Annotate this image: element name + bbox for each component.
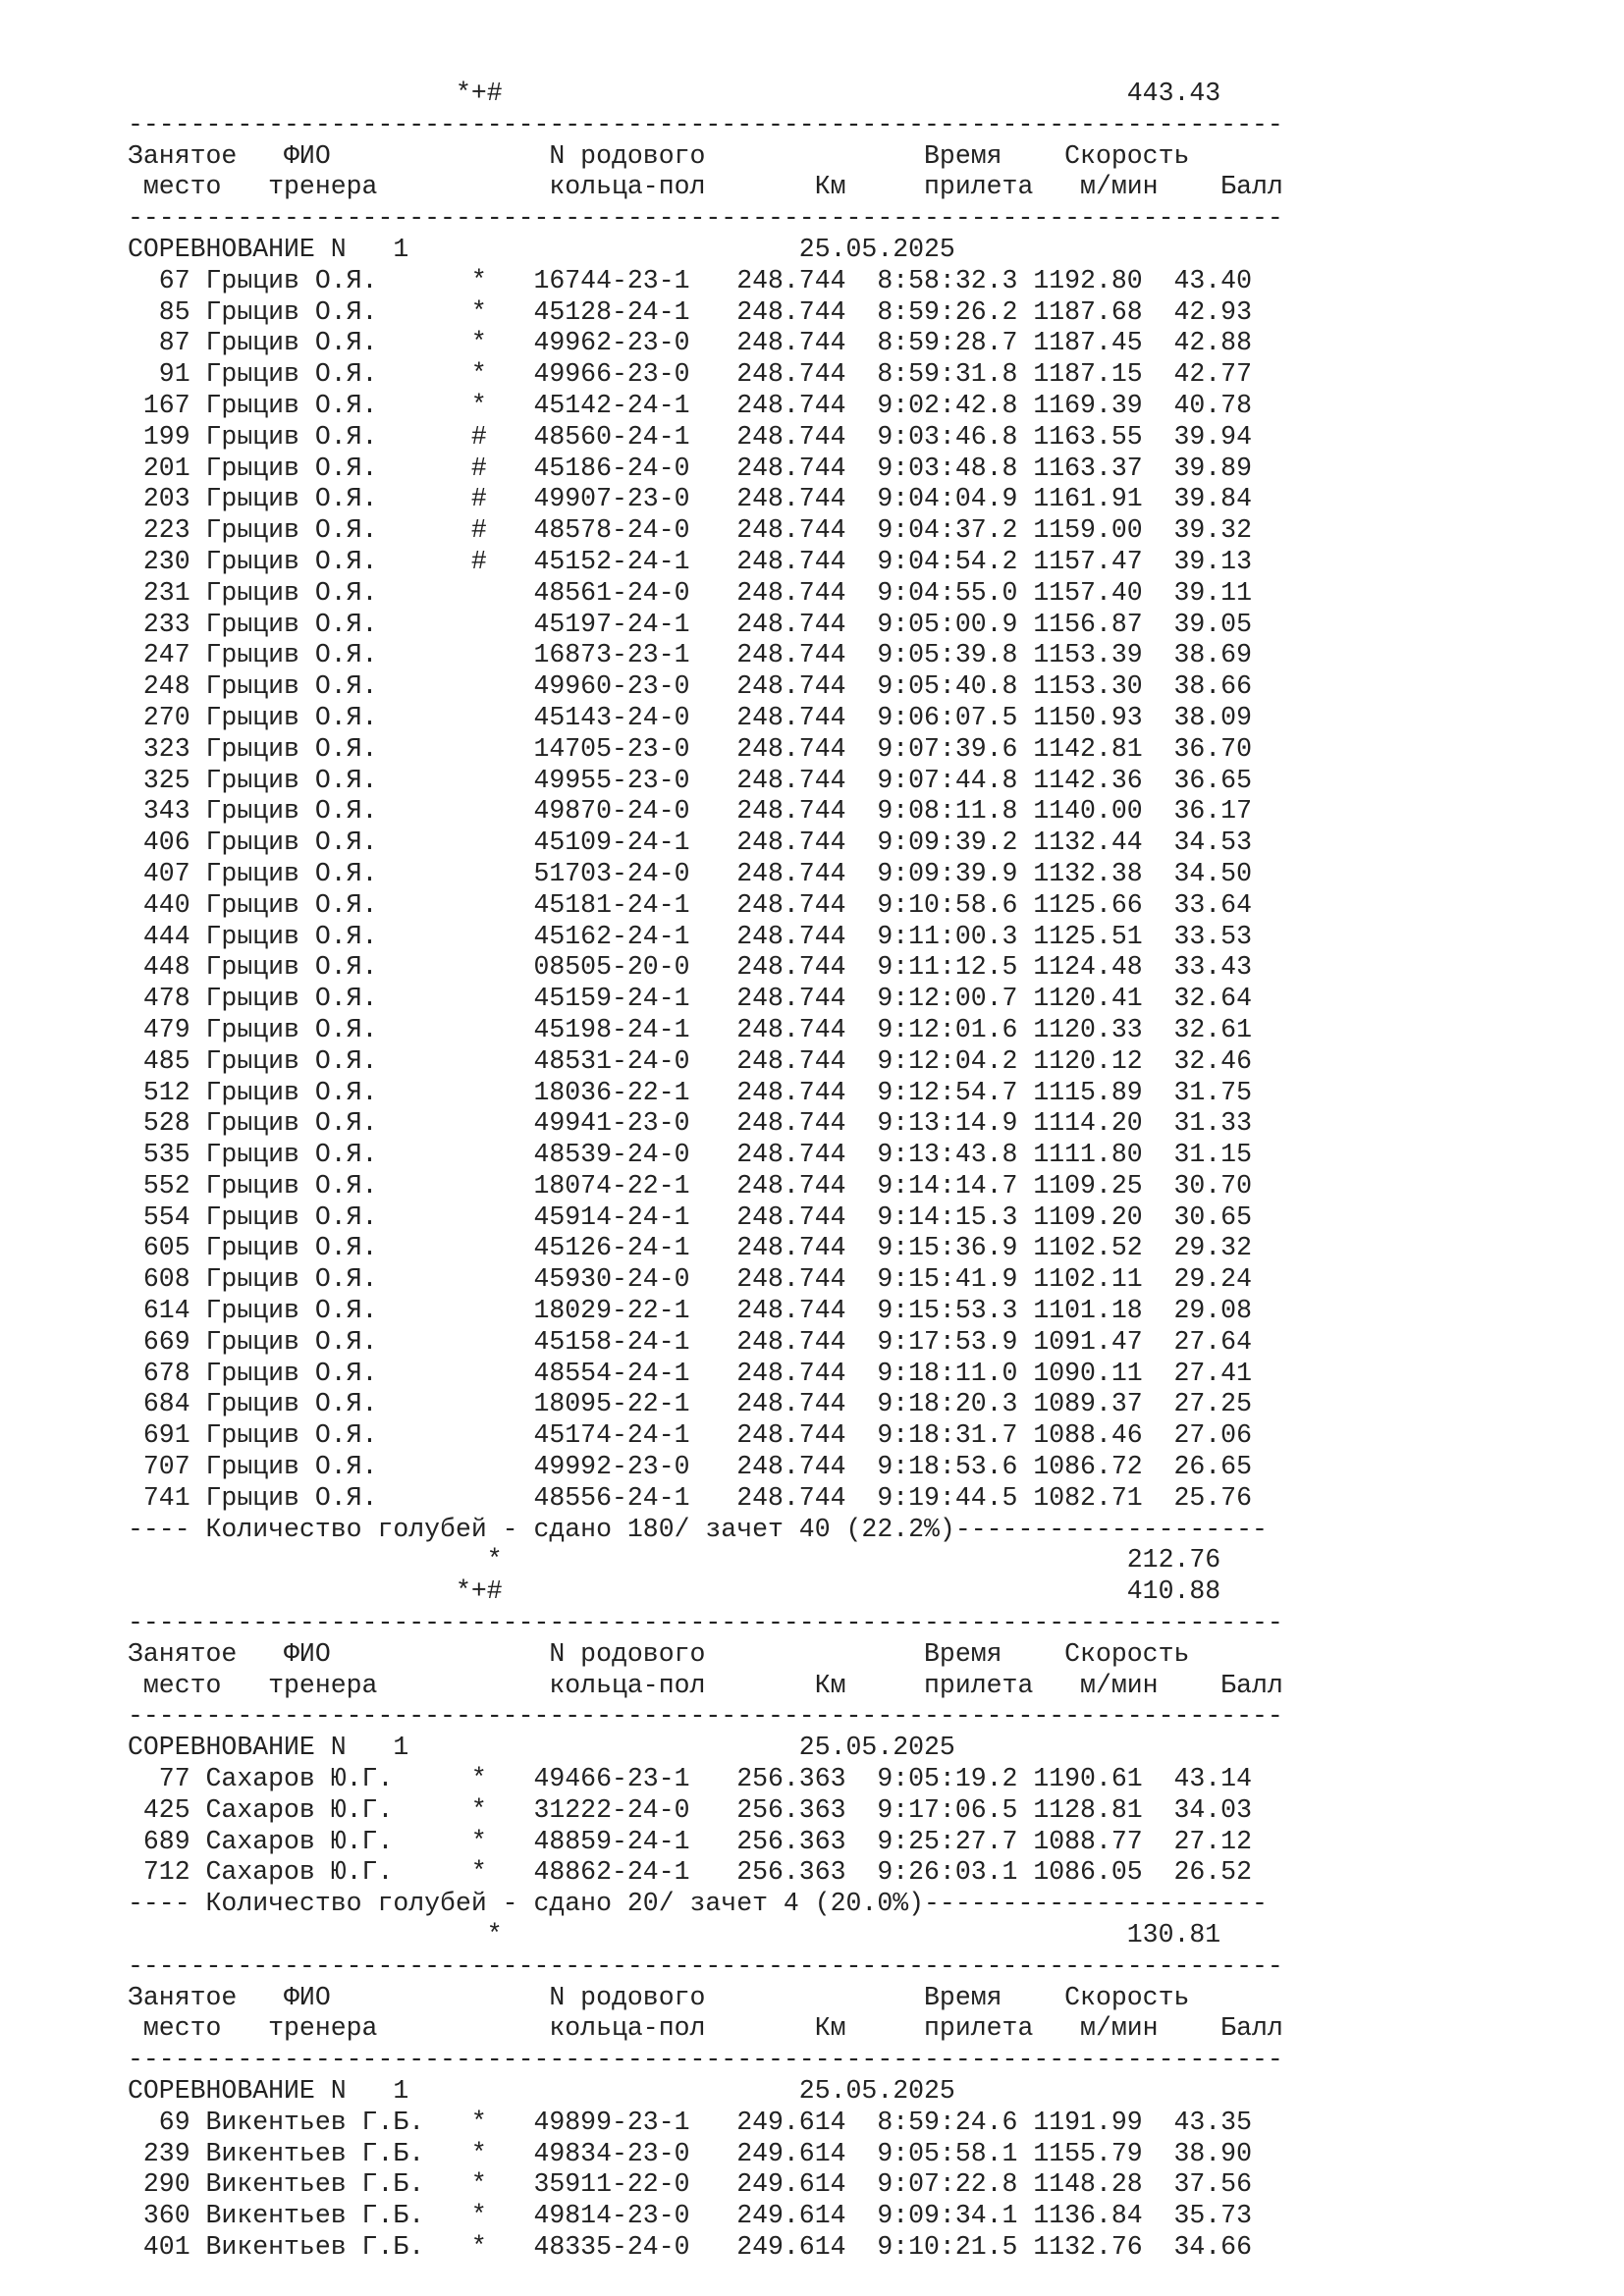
text-line: 479 Грыцив О.Я. 45198-24-1 248.744 9:12:01.6 1120.33 32.61 xyxy=(128,1014,1252,1044)
text-line: место тренера кольца-пол Км прилета м/мин Балл xyxy=(128,1670,1283,1700)
text-line: 247 Грыцив О.Я. 16873-23-1 248.744 9:05:39.8 1153.39 38.69 xyxy=(128,640,1252,670)
text-line: 323 Грыцив О.Я. 14705-23-0 248.744 9:07:39.6 1142.81 36.70 xyxy=(128,733,1252,764)
text-line: *+# 443.43 xyxy=(128,79,1221,108)
text-line: 360 Викентьев Г.Б. * 49814-23-0 249.614 9:09:34.1 1136.84 35.73 xyxy=(128,2201,1252,2231)
text-line: * 212.76 xyxy=(128,1545,1221,1575)
text-line: 406 Грыцив О.Я. 45109-24-1 248.744 9:09:39.2 1132.44 34.53 xyxy=(128,828,1252,858)
text-line: ---- Количество голубей - сдано 180/ зачет 40 (22.2%)-------------------- xyxy=(128,1514,1268,1544)
text-line: 199 Грыцив О.Я. # 48560-24-1 248.744 9:03:46.8 1163.55 39.94 xyxy=(128,421,1252,452)
text-line: Занятое ФИО N родового Время Скорость xyxy=(128,1638,1190,1669)
text-line: 707 Грыцив О.Я. 49992-23-0 248.744 9:18:53.6 1086.72 26.65 xyxy=(128,1452,1252,1482)
text-line: -------------------------------------------------------------------------- xyxy=(128,109,1283,139)
text-line: 712 Сахаров Ю.Г. * 48862-24-1 256.363 9:26:03.1 1086.05 26.52 xyxy=(128,1857,1252,1888)
text-line: СОРЕВНОВАНИЕ N 1 25.05.2025 xyxy=(128,234,955,264)
text-line: 440 Грыцив О.Я. 45181-24-1 248.744 9:10:58.6 1125.66 33.64 xyxy=(128,889,1252,920)
text-line: 741 Грыцив О.Я. 48556-24-1 248.744 9:19:44.5 1082.71 25.76 xyxy=(128,1482,1252,1513)
text-line: 678 Грыцив О.Я. 48554-24-1 248.744 9:18:11.0 1090.11 27.41 xyxy=(128,1358,1252,1388)
text-line: место тренера кольца-пол Км прилета м/мин Балл xyxy=(128,172,1283,202)
text-line: 444 Грыцив О.Я. 45162-24-1 248.744 9:11:00.3 1125.51 33.53 xyxy=(128,921,1252,951)
text-line: 425 Сахаров Ю.Г. * 31222-24-0 256.363 9:17:06.5 1128.81 34.03 xyxy=(128,1794,1252,1825)
text-line: 87 Грыцив О.Я. * 49962-23-0 248.744 8:59:28.7 1187.45 42.88 xyxy=(128,328,1252,358)
text-line: -------------------------------------------------------------------------- xyxy=(128,1608,1283,1638)
text-line: 401 Викентьев Г.Б. * 48335-24-0 249.614 9:10:21.5 1132.76 34.66 xyxy=(128,2231,1252,2262)
text-line: место тренера кольца-пол Км прилета м/мин Балл xyxy=(128,2013,1283,2044)
text-line: 608 Грыцив О.Я. 45930-24-0 248.744 9:15:41.9 1102.11 29.24 xyxy=(128,1264,1252,1295)
text-line: 669 Грыцив О.Я. 45158-24-1 248.744 9:17:53.9 1091.47 27.64 xyxy=(128,1326,1252,1357)
text-line: 343 Грыцив О.Я. 49870-24-0 248.744 9:08:11.8 1140.00 36.17 xyxy=(128,796,1252,827)
text-line: 512 Грыцив О.Я. 18036-22-1 248.744 9:12:54.7 1115.89 31.75 xyxy=(128,1077,1252,1107)
text-line: -------------------------------------------------------------------------- xyxy=(128,203,1283,234)
text-line: 67 Грыцив О.Я. * 16744-23-1 248.744 8:58:32.3 1192.80 43.40 xyxy=(128,265,1252,295)
text-line: -------------------------------------------------------------------------- xyxy=(128,2045,1283,2075)
text-line: 535 Грыцив О.Я. 48539-24-0 248.744 9:13:43.8 1111.80 31.15 xyxy=(128,1140,1252,1170)
text-line: 528 Грыцив О.Я. 49941-23-0 248.744 9:13:14.9 1114.20 31.33 xyxy=(128,1108,1252,1139)
text-line: 223 Грыцив О.Я. # 48578-24-0 248.744 9:04:37.2 1159.00 39.32 xyxy=(128,515,1252,546)
text-line: СОРЕВНОВАНИЕ N 1 25.05.2025 xyxy=(128,1733,955,1763)
text-line: 203 Грыцив О.Я. # 49907-23-0 248.744 9:04:04.9 1161.91 39.84 xyxy=(128,484,1252,514)
text-line: 448 Грыцив О.Я. 08505-20-0 248.744 9:11:12.5 1124.48 33.43 xyxy=(128,952,1252,983)
text-line: 290 Викентьев Г.Б. * 35911-22-0 249.614 9:07:22.8 1148.28 37.56 xyxy=(128,2169,1252,2200)
text-line: Занятое ФИО N родового Время Скорость xyxy=(128,1982,1190,2012)
text-line: 485 Грыцив О.Я. 48531-24-0 248.744 9:12:04.2 1120.12 32.46 xyxy=(128,1045,1252,1076)
text-line: 77 Сахаров Ю.Г. * 49466-23-1 256.363 9:05:19.2 1190.61 43.14 xyxy=(128,1764,1252,1794)
text-line: 91 Грыцив О.Я. * 49966-23-0 248.744 8:59:31.8 1187.15 42.77 xyxy=(128,359,1252,390)
text-line: 270 Грыцив О.Я. 45143-24-0 248.744 9:06:07.5 1150.93 38.09 xyxy=(128,702,1252,732)
text-line: 230 Грыцив О.Я. # 45152-24-1 248.744 9:04:54.2 1157.47 39.13 xyxy=(128,546,1252,576)
text-line: 233 Грыцив О.Я. 45197-24-1 248.744 9:05:00.9 1156.87 39.05 xyxy=(128,609,1252,639)
text-line: -------------------------------------------------------------------------- xyxy=(128,1701,1283,1732)
text-line: 239 Викентьев Г.Б. * 49834-23-0 249.614 9:05:58.1 1155.79 38.90 xyxy=(128,2138,1252,2168)
text-line: 691 Грыцив О.Я. 45174-24-1 248.744 9:18:31.7 1088.46 27.06 xyxy=(128,1420,1252,1451)
text-line: 554 Грыцив О.Я. 45914-24-1 248.744 9:14:15.3 1109.20 30.65 xyxy=(128,1201,1252,1232)
text-line: 684 Грыцив О.Я. 18095-22-1 248.744 9:18:20.3 1089.37 27.25 xyxy=(128,1389,1252,1419)
text-line: 201 Грыцив О.Я. # 45186-24-0 248.744 9:03:48.8 1163.37 39.89 xyxy=(128,453,1252,483)
text-line: 231 Грыцив О.Я. 48561-24-0 248.744 9:04:55.0 1157.40 39.11 xyxy=(128,577,1252,608)
text-line: 248 Грыцив О.Я. 49960-23-0 248.744 9:05:40.8 1153.30 38.66 xyxy=(128,671,1252,702)
text-line: 69 Викентьев Г.Б. * 49899-23-1 249.614 8:59:24.6 1191.99 43.35 xyxy=(128,2107,1252,2137)
text-line: 478 Грыцив О.Я. 45159-24-1 248.744 9:12:00.7 1120.41 32.64 xyxy=(128,984,1252,1014)
text-line: 552 Грыцив О.Я. 18074-22-1 248.744 9:14:14.7 1109.25 30.70 xyxy=(128,1170,1252,1201)
text-line: 407 Грыцив О.Я. 51703-24-0 248.744 9:09:39.9 1132.38 34.50 xyxy=(128,858,1252,888)
text-line: 689 Сахаров Ю.Г. * 48859-24-1 256.363 9:25:27.7 1088.77 27.12 xyxy=(128,1826,1252,1856)
text-line: 605 Грыцив О.Я. 45126-24-1 248.744 9:15:36.9 1102.52 29.32 xyxy=(128,1233,1252,1263)
text-line: Занятое ФИО N родового Время Скорость xyxy=(128,140,1190,171)
text-line: 614 Грыцив О.Я. 18029-22-1 248.744 9:15:53.3 1101.18 29.08 xyxy=(128,1296,1252,1326)
text-line: 167 Грыцив О.Я. * 45142-24-1 248.744 9:02:42.8 1169.39 40.78 xyxy=(128,390,1252,420)
text-line: ---- Количество голубей - сдано 20/ зачет 4 (20.0%)---------------------- xyxy=(128,1889,1268,1919)
text-line: -------------------------------------------------------------------------- xyxy=(128,1950,1283,1981)
text-line: * 130.81 xyxy=(128,1920,1221,1950)
text-line: *+# 410.88 xyxy=(128,1576,1221,1607)
text-line: СОРЕВНОВАНИЕ N 1 25.05.2025 xyxy=(128,2076,955,2106)
results-document xyxy=(128,79,1365,2264)
text-line: 325 Грыцив О.Я. 49955-23-0 248.744 9:07:44.8 1142.36 36.65 xyxy=(128,765,1252,795)
text-line: 85 Грыцив О.Я. * 45128-24-1 248.744 8:59:26.2 1187.68 42.93 xyxy=(128,296,1252,327)
